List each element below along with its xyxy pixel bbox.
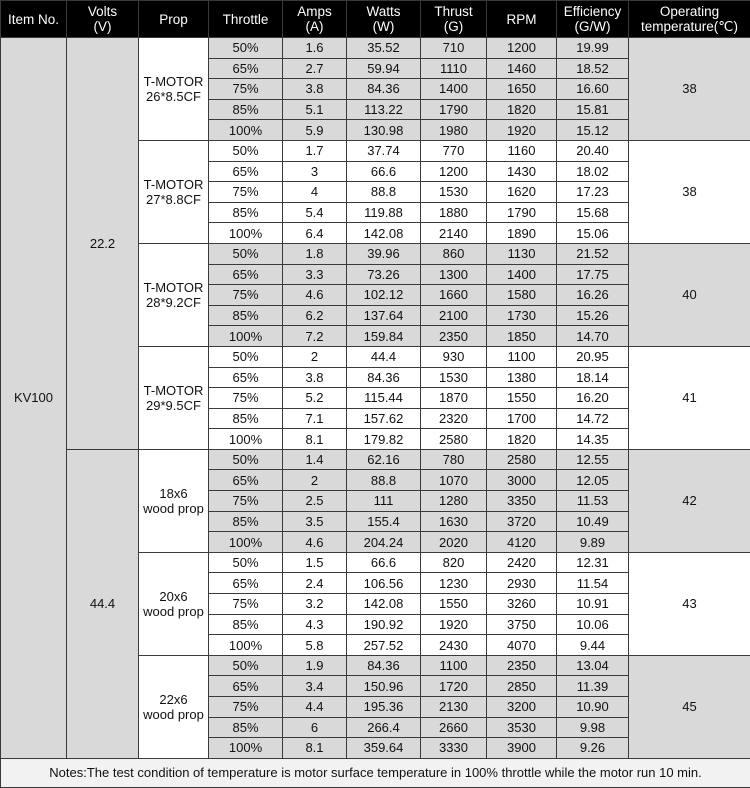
watts-cell: 88.8 (347, 182, 421, 203)
thrust-cell: 1100 (421, 655, 487, 676)
thrust-cell: 1880 (421, 202, 487, 223)
thrust-cell: 710 (421, 38, 487, 59)
efficiency-cell: 12.05 (557, 470, 629, 491)
watts-cell: 88.8 (347, 470, 421, 491)
header-volts (67, 1, 139, 38)
thrust-cell: 2020 (421, 532, 487, 553)
header-amps-line2: (A) (306, 19, 324, 34)
header-watts-line1: Watts (366, 4, 400, 19)
throttle-cell: 65% (209, 367, 283, 388)
throttle-cell: 50% (209, 38, 283, 59)
amps-cell: 3 (283, 161, 347, 182)
efficiency-cell: 10.91 (557, 594, 629, 615)
amps-cell: 4.3 (283, 614, 347, 635)
amps-cell: 1.8 (283, 243, 347, 264)
watts-cell: 142.08 (347, 223, 421, 244)
watts-cell: 179.82 (347, 429, 421, 450)
prop-cell (139, 346, 209, 449)
efficiency-cell: 21.52 (557, 243, 629, 264)
efficiency-cell: 20.95 (557, 346, 629, 367)
throttle-cell: 100% (209, 738, 283, 759)
watts-cell: 59.94 (347, 58, 421, 79)
efficiency-cell: 15.06 (557, 223, 629, 244)
amps-cell: 6.2 (283, 305, 347, 326)
header-temperature-line1: Operating (660, 4, 719, 19)
thrust-cell: 1300 (421, 264, 487, 285)
amps-cell: 1.7 (283, 140, 347, 161)
thrust-cell: 1530 (421, 367, 487, 388)
amps-cell: 1.5 (283, 552, 347, 573)
amps-cell: 8.1 (283, 429, 347, 450)
header-thrust-line1: Thrust (434, 4, 472, 19)
thrust-cell: 2350 (421, 326, 487, 347)
efficiency-cell: 11.53 (557, 491, 629, 512)
voltage-cell: 22.2 (67, 38, 139, 450)
prop-cell (139, 140, 209, 243)
watts-cell: 66.6 (347, 161, 421, 182)
throttle-cell: 65% (209, 58, 283, 79)
efficiency-cell: 10.90 (557, 697, 629, 718)
rpm-cell: 1380 (487, 367, 557, 388)
rpm-cell: 3530 (487, 717, 557, 738)
efficiency-cell: 15.81 (557, 99, 629, 120)
thrust-cell: 1660 (421, 285, 487, 306)
header-prop: Prop (139, 1, 209, 38)
efficiency-cell: 13.04 (557, 655, 629, 676)
amps-cell: 2.4 (283, 573, 347, 594)
prop-name-line: 29*9.5CF (146, 398, 201, 413)
throttle-cell: 75% (209, 79, 283, 100)
header-amps-line1: Amps (297, 4, 332, 19)
amps-cell: 5.8 (283, 635, 347, 656)
table-body (1, 38, 750, 759)
watts-cell: 159.84 (347, 326, 421, 347)
throttle-cell: 50% (209, 449, 283, 470)
efficiency-cell: 9.26 (557, 738, 629, 759)
thrust-cell: 2430 (421, 635, 487, 656)
amps-cell: 3.3 (283, 264, 347, 285)
efficiency-cell: 10.49 (557, 511, 629, 532)
watts-cell: 115.44 (347, 388, 421, 409)
rpm-cell: 1430 (487, 161, 557, 182)
throttle-cell: 85% (209, 408, 283, 429)
efficiency-cell: 16.60 (557, 79, 629, 100)
amps-cell: 3.4 (283, 676, 347, 697)
rpm-cell: 3900 (487, 738, 557, 759)
rpm-cell: 2350 (487, 655, 557, 676)
throttle-cell: 65% (209, 573, 283, 594)
rpm-cell: 3720 (487, 511, 557, 532)
throttle-cell: 75% (209, 182, 283, 203)
header-throttle: Throttle (209, 1, 283, 38)
rpm-cell: 2420 (487, 552, 557, 573)
throttle-cell: 50% (209, 140, 283, 161)
throttle-cell: 75% (209, 388, 283, 409)
rpm-cell: 4070 (487, 635, 557, 656)
efficiency-cell: 9.44 (557, 635, 629, 656)
header-temperature (629, 1, 750, 38)
amps-cell: 1.9 (283, 655, 347, 676)
watts-cell: 102.12 (347, 285, 421, 306)
amps-cell: 2 (283, 346, 347, 367)
throttle-cell: 65% (209, 470, 283, 491)
watts-cell: 113.22 (347, 99, 421, 120)
rpm-cell: 3200 (487, 697, 557, 718)
operating-temperature-cell: 42 (629, 449, 750, 552)
voltage-cell: 44.4 (67, 449, 139, 758)
amps-cell: 6.4 (283, 223, 347, 244)
throttle-cell: 85% (209, 614, 283, 635)
watts-cell: 106.56 (347, 573, 421, 594)
efficiency-cell: 17.75 (557, 264, 629, 285)
rpm-cell: 1460 (487, 58, 557, 79)
watts-cell: 84.36 (347, 655, 421, 676)
efficiency-cell: 17.23 (557, 182, 629, 203)
rpm-cell: 1130 (487, 243, 557, 264)
watts-cell: 66.6 (347, 552, 421, 573)
prop-name-line: 26*8.5CF (146, 89, 201, 104)
rpm-cell: 4120 (487, 532, 557, 553)
thrust-cell: 2130 (421, 697, 487, 718)
thrust-cell: 1200 (421, 161, 487, 182)
watts-cell: 157.62 (347, 408, 421, 429)
rpm-cell: 1100 (487, 346, 557, 367)
rpm-cell: 1890 (487, 223, 557, 244)
thrust-cell: 1630 (421, 511, 487, 532)
efficiency-cell: 18.52 (557, 58, 629, 79)
prop-cell (139, 552, 209, 655)
prop-name-line: T-MOTOR (144, 383, 204, 398)
efficiency-cell: 14.35 (557, 429, 629, 450)
rpm-cell: 1790 (487, 202, 557, 223)
header-item-no: Item No. (1, 1, 67, 38)
throttle-cell: 65% (209, 264, 283, 285)
thrust-cell: 1720 (421, 676, 487, 697)
rpm-cell: 1650 (487, 79, 557, 100)
rpm-cell: 3750 (487, 614, 557, 635)
throttle-cell: 85% (209, 511, 283, 532)
prop-name-line: T-MOTOR (144, 177, 204, 192)
header-efficiency-line1: Efficiency (564, 4, 622, 19)
watts-cell: 62.16 (347, 449, 421, 470)
efficiency-cell: 18.02 (557, 161, 629, 182)
watts-cell: 84.36 (347, 367, 421, 388)
amps-cell: 4.6 (283, 532, 347, 553)
throttle-cell: 100% (209, 326, 283, 347)
thrust-cell: 2660 (421, 717, 487, 738)
header-efficiency-line2: (G/W) (575, 19, 611, 34)
watts-cell: 204.24 (347, 532, 421, 553)
rpm-cell: 1620 (487, 182, 557, 203)
rpm-cell: 1920 (487, 120, 557, 141)
prop-name-line: 18x6 (159, 486, 187, 501)
amps-cell: 4.4 (283, 697, 347, 718)
watts-cell: 119.88 (347, 202, 421, 223)
efficiency-cell: 12.31 (557, 552, 629, 573)
rpm-cell: 3260 (487, 594, 557, 615)
rpm-cell: 1850 (487, 326, 557, 347)
throttle-cell: 100% (209, 429, 283, 450)
operating-temperature-cell: 45 (629, 655, 750, 758)
efficiency-cell: 9.89 (557, 532, 629, 553)
efficiency-cell: 11.39 (557, 676, 629, 697)
operating-temperature-cell: 40 (629, 243, 750, 346)
throttle-cell: 65% (209, 676, 283, 697)
table-row (1, 38, 750, 59)
watts-cell: 150.96 (347, 676, 421, 697)
efficiency-cell: 16.20 (557, 388, 629, 409)
rpm-cell: 3000 (487, 470, 557, 491)
amps-cell: 1.4 (283, 449, 347, 470)
rpm-cell: 1200 (487, 38, 557, 59)
throttle-cell: 50% (209, 655, 283, 676)
amps-cell: 3.8 (283, 367, 347, 388)
rpm-cell: 1550 (487, 388, 557, 409)
thrust-cell: 770 (421, 140, 487, 161)
watts-cell: 37.74 (347, 140, 421, 161)
thrust-cell: 1550 (421, 594, 487, 615)
prop-name-line: 20x6 (159, 589, 187, 604)
notes-row (1, 758, 750, 787)
amps-cell: 3.2 (283, 594, 347, 615)
efficiency-cell: 20.40 (557, 140, 629, 161)
header-row (1, 1, 750, 38)
thrust-cell: 860 (421, 243, 487, 264)
watts-cell: 35.52 (347, 38, 421, 59)
watts-cell: 190.92 (347, 614, 421, 635)
rpm-cell: 1580 (487, 285, 557, 306)
watts-cell: 359.64 (347, 738, 421, 759)
watts-cell: 137.64 (347, 305, 421, 326)
rpm-cell: 1700 (487, 408, 557, 429)
throttle-cell: 75% (209, 697, 283, 718)
watts-cell: 73.26 (347, 264, 421, 285)
amps-cell: 2.7 (283, 58, 347, 79)
throttle-cell: 100% (209, 223, 283, 244)
efficiency-cell: 11.54 (557, 573, 629, 594)
header-thrust (421, 1, 487, 38)
operating-temperature-cell: 41 (629, 346, 750, 449)
throttle-cell: 50% (209, 552, 283, 573)
header-amps (283, 1, 347, 38)
throttle-cell: 65% (209, 161, 283, 182)
rpm-cell: 1820 (487, 99, 557, 120)
header-volts-line1: Volts (88, 4, 117, 19)
table-row (1, 449, 750, 470)
thrust-cell: 780 (421, 449, 487, 470)
throttle-cell: 85% (209, 99, 283, 120)
prop-cell (139, 38, 209, 141)
watts-cell: 266.4 (347, 717, 421, 738)
efficiency-cell: 15.26 (557, 305, 629, 326)
thrust-cell: 2100 (421, 305, 487, 326)
amps-cell: 4.6 (283, 285, 347, 306)
efficiency-cell: 15.68 (557, 202, 629, 223)
efficiency-cell: 12.55 (557, 449, 629, 470)
thrust-cell: 1530 (421, 182, 487, 203)
thrust-cell: 2320 (421, 408, 487, 429)
thrust-cell: 1980 (421, 120, 487, 141)
efficiency-cell: 10.06 (557, 614, 629, 635)
rpm-cell: 3350 (487, 491, 557, 512)
amps-cell: 7.1 (283, 408, 347, 429)
header-temperature-line2: temperature(℃) (641, 19, 738, 34)
rpm-cell: 2930 (487, 573, 557, 594)
watts-cell: 84.36 (347, 79, 421, 100)
prop-name-line: 22x6 (159, 692, 187, 707)
amps-cell: 1.6 (283, 38, 347, 59)
throttle-cell: 85% (209, 202, 283, 223)
amps-cell: 5.1 (283, 99, 347, 120)
thrust-cell: 930 (421, 346, 487, 367)
thrust-cell: 1920 (421, 614, 487, 635)
prop-name-line: wood prop (143, 501, 204, 516)
operating-temperature-cell: 38 (629, 140, 750, 243)
throttle-cell: 50% (209, 243, 283, 264)
thrust-cell: 820 (421, 552, 487, 573)
watts-cell: 130.98 (347, 120, 421, 141)
throttle-cell: 100% (209, 635, 283, 656)
efficiency-cell: 15.12 (557, 120, 629, 141)
amps-cell: 3.5 (283, 511, 347, 532)
thrust-cell: 1280 (421, 491, 487, 512)
amps-cell: 5.2 (283, 388, 347, 409)
prop-name-line: T-MOTOR (144, 280, 204, 295)
thrust-cell: 2580 (421, 429, 487, 450)
thrust-cell: 1070 (421, 470, 487, 491)
prop-name-line: wood prop (143, 707, 204, 722)
watts-cell: 44.4 (347, 346, 421, 367)
throttle-cell: 50% (209, 346, 283, 367)
thrust-cell: 1110 (421, 58, 487, 79)
thrust-cell: 2140 (421, 223, 487, 244)
operating-temperature-cell: 43 (629, 552, 750, 655)
watts-cell: 111 (347, 491, 421, 512)
amps-cell: 7.2 (283, 326, 347, 347)
efficiency-cell: 16.26 (557, 285, 629, 306)
throttle-cell: 75% (209, 594, 283, 615)
watts-cell: 142.08 (347, 594, 421, 615)
header-thrust-line2: (G) (444, 19, 464, 34)
efficiency-cell: 9.98 (557, 717, 629, 738)
header-watts (347, 1, 421, 38)
throttle-cell: 100% (209, 120, 283, 141)
thrust-cell: 1870 (421, 388, 487, 409)
rpm-cell: 1820 (487, 429, 557, 450)
operating-temperature-cell: 38 (629, 38, 750, 141)
header-watts-line2: (W) (373, 19, 395, 34)
rpm-cell: 1730 (487, 305, 557, 326)
prop-cell (139, 449, 209, 552)
rpm-cell: 1400 (487, 264, 557, 285)
thrust-cell: 3330 (421, 738, 487, 759)
amps-cell: 6 (283, 717, 347, 738)
amps-cell: 8.1 (283, 738, 347, 759)
item-number-cell: KV100 (1, 38, 67, 759)
rpm-cell: 1160 (487, 140, 557, 161)
watts-cell: 155.4 (347, 511, 421, 532)
header-volts-line2: (V) (94, 19, 112, 34)
thrust-cell: 1790 (421, 99, 487, 120)
prop-name-line: 27*8.8CF (146, 192, 201, 207)
prop-name-line: T-MOTOR (144, 74, 204, 89)
watts-cell: 257.52 (347, 635, 421, 656)
prop-name-line: wood prop (143, 604, 204, 619)
throttle-cell: 75% (209, 491, 283, 512)
throttle-cell: 85% (209, 305, 283, 326)
efficiency-cell: 14.70 (557, 326, 629, 347)
rpm-cell: 2580 (487, 449, 557, 470)
prop-name-line: 28*9.2CF (146, 295, 201, 310)
amps-cell: 2 (283, 470, 347, 491)
prop-cell (139, 243, 209, 346)
header-rpm: RPM (487, 1, 557, 38)
throttle-cell: 75% (209, 285, 283, 306)
amps-cell: 5.9 (283, 120, 347, 141)
watts-cell: 39.96 (347, 243, 421, 264)
throttle-cell: 100% (209, 532, 283, 553)
efficiency-cell: 19.99 (557, 38, 629, 59)
thrust-cell: 1230 (421, 573, 487, 594)
header-efficiency (557, 1, 629, 38)
amps-cell: 4 (283, 182, 347, 203)
thrust-cell: 1400 (421, 79, 487, 100)
test-condition-note: Notes:The test condition of temperature is motor surface temperature in 100% throttle while the motor run 10 min. (1, 758, 750, 787)
amps-cell: 2.5 (283, 491, 347, 512)
amps-cell: 3.8 (283, 79, 347, 100)
rpm-cell: 2850 (487, 676, 557, 697)
efficiency-cell: 14.72 (557, 408, 629, 429)
watts-cell: 195.36 (347, 697, 421, 718)
efficiency-cell: 18.14 (557, 367, 629, 388)
amps-cell: 5.4 (283, 202, 347, 223)
prop-cell (139, 655, 209, 758)
throttle-cell: 85% (209, 717, 283, 738)
